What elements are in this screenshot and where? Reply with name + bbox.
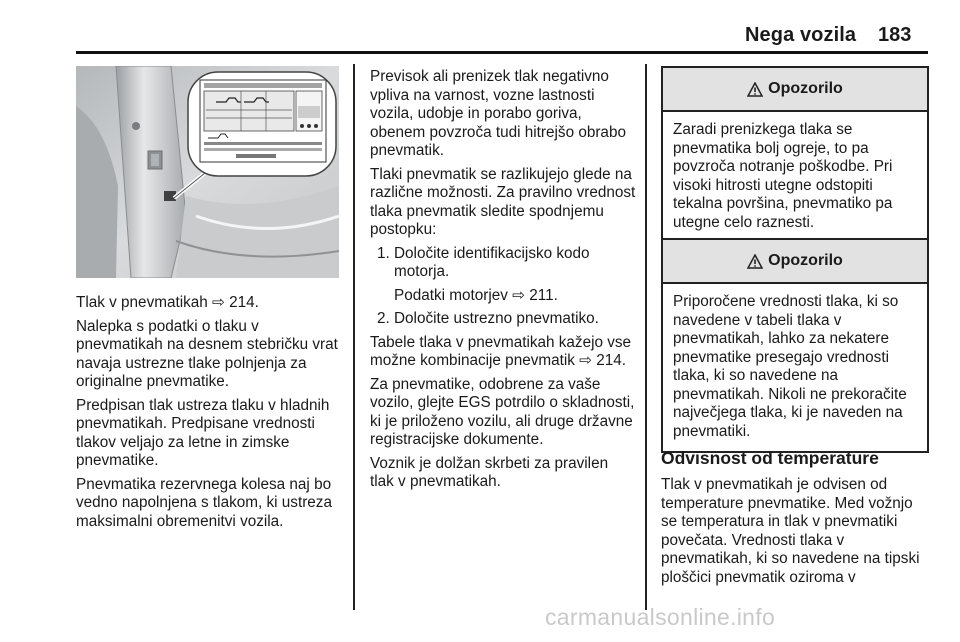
- warning-title: Opozorilo: [768, 252, 843, 269]
- tyre-pressure-label-illustration: [76, 66, 339, 278]
- procedure-step-text: Določite identifikacijsko kodo motorja.: [394, 244, 590, 280]
- procedure-steps: [370, 245, 636, 329]
- procedure-step: [394, 245, 636, 306]
- warning-title: Opozorilo: [768, 80, 843, 97]
- section-heading: Odvisnost od temperature: [661, 448, 879, 468]
- pressure-effects-paragraph: Previsok ali prenizek tlak negativno vpliva na varnost, vozne lastnosti vozila, udobje in porabo goriva, obenem povzroča tudi hitrejšo obrabo pnevmatik.: [370, 68, 626, 159]
- warning-header: [663, 240, 927, 284]
- warning-box: [661, 238, 929, 453]
- label-location-paragraph: Nalepka s podatki o tlaku v pnevmatikah na desnem stebričku vrat navaja ustrezne tlake polnjenja za originalne pnevmatike.: [76, 317, 338, 390]
- warning-box: [661, 66, 929, 244]
- footer-watermark: carmanualsonline.info: [545, 604, 776, 630]
- procedure-step-reference: Podatki motorjev ⇨ 211.: [394, 286, 558, 304]
- warning-text: Priporočene vrednosti tlaka, ki so navedene v tabeli tlaka v pnevmatikah, lahko za nekatere pnevmatike presegajo vrednosti tlaka, ki so navedene na pnevmatikah. Nikoli ne prekoračite največjega tlaka, ki je naveden na pnevmatiki.: [673, 293, 907, 440]
- warning-header: [663, 68, 927, 112]
- page-header-title: Nega vozila: [745, 24, 857, 46]
- procedure-step-text: Določite ustrezno pnevmatiko.: [394, 310, 599, 327]
- left-column: [76, 294, 344, 536]
- warning-triangle-icon: [747, 254, 763, 269]
- header-rule: [76, 51, 928, 54]
- tyre-pressure-reference: Tlak v pnevmatikah ⇨ 214.: [76, 294, 259, 311]
- driver-responsibility-paragraph: Voznik je dolžan skrbeti za pravilen tlak v pnevmatikah.: [370, 454, 609, 490]
- warning-triangle-icon: [747, 82, 763, 97]
- spare-wheel-paragraph: Pnevmatika rezervnega kolesa naj bo vedno napolnjena s tlakom, ki ustreza maksimalni obremenitvi vozila.: [76, 475, 332, 530]
- pressure-tables-paragraph: Tabele tlaka v pnevmatikah kažejo vse možne kombinacije pnevmatik ⇨ 214.: [370, 333, 632, 369]
- column-divider-right: [645, 64, 647, 610]
- page-number: 183: [878, 24, 912, 46]
- procedure-step: [394, 310, 636, 329]
- cold-tyre-paragraph: Predpisan tlak ustreza tlaku v hladnih pnevmatikah. Predpisane vrednosti tlakov veljajo za letne in zimske pnevmatike.: [76, 396, 330, 469]
- middle-column: [370, 68, 636, 497]
- warning-text: Zaradi prenizkega tlaka se pnevmatika bolj ogreje, to pa povzroča notranje poškodbe. Pri visoki hitrosti utegne odstopiti tekalna površina, pnevmatiko pa utegne celo raznesti.: [673, 121, 893, 231]
- procedure-intro-paragraph: Tlaki pnevmatik se razlikujejo glede na različne možnosti. Za pravilno vrednost tlaka pnevmatik sledite spodnjemu postopku:: [370, 165, 636, 238]
- temperature-paragraph: Tlak v pnevmatikah je odvisen od temperature pnevmatike. Med vožnjo se temperatura in tlak v pnevmatiki povečata. Vrednosti tlaka v pnevmatikah, ki so navedene na tipski ploščici pnevmatik oziroma v: [661, 476, 920, 586]
- approved-tyres-paragraph: Za pnevmatike, odobrene za vaše vozilo, glejte EGS potrdilo o skladnosti, ki je priloženo vozilu, ali druge državne registracijske dokumente.: [370, 375, 635, 448]
- column-divider-left: [353, 64, 355, 610]
